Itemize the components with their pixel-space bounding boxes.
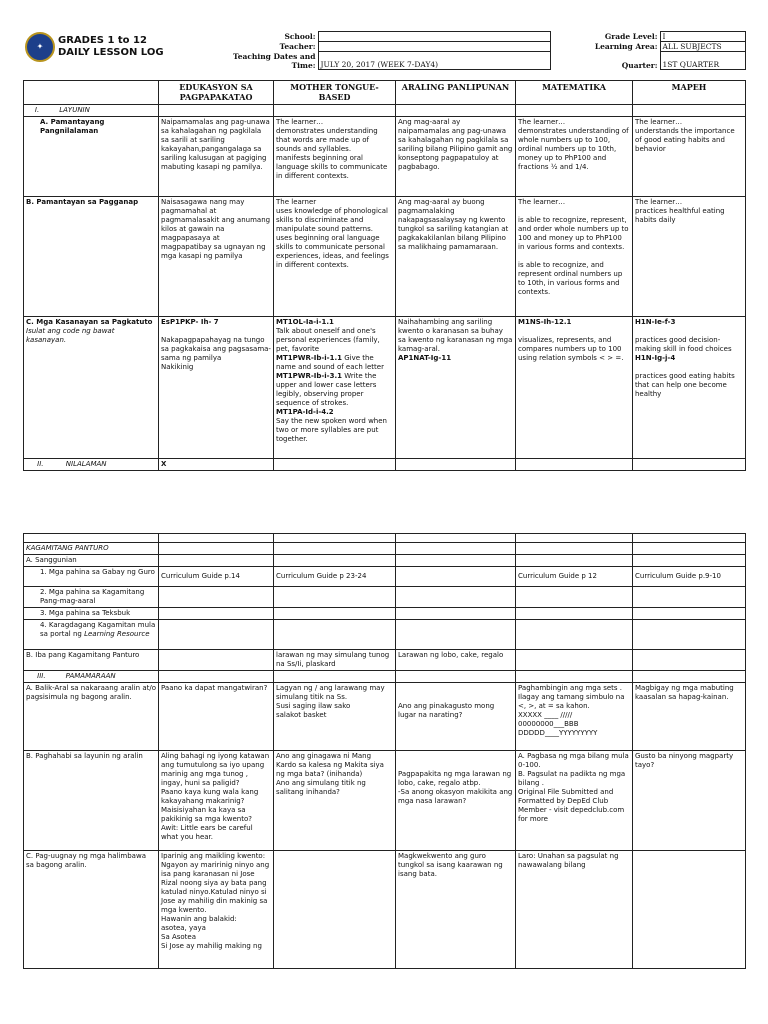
quarter-label: Quarter: <box>621 60 658 70</box>
section-layunin: I. LAYUNIN <box>24 105 159 117</box>
esp-skill: Nakapagpapahayag na tungo sa pagkakaisa ang pagsasama-sama ng pamilya Nakikinig <box>161 336 271 371</box>
mt-skill-4: Say the new spoken word when two or more syllables are put together. <box>276 417 387 443</box>
row-label-karagdagang-kagamitan: 4. Karagdagang Kagamitan mula sa portal ng Learning Resource <box>24 620 159 650</box>
grade-label: Grade Level: <box>604 31 658 41</box>
cell-pc-ap: Magkwekwento ang guro tungkol sa isang kaarawan ng isang bata. <box>396 851 516 969</box>
cell-a-esp: Naipamamalas ang pag-unawa sa kahalagahan ng pagkilala sa sarili at sariling kakayahan,pangangalaga sa sariling kalusugan at pagiging mabuting kasapi ng pamilya. <box>159 117 274 197</box>
math-code: M1NS-Ih-12.1 <box>518 318 572 326</box>
cell-pc-mt <box>274 851 396 969</box>
quarter-value: 1ST QUARTER <box>660 52 745 70</box>
row-label-kagamitang-pang-mag-aaral: 2. Mga pahina sa Kagamitang Pang-mag-aaral <box>24 587 159 608</box>
cell-a-math: The learner… demonstrates understanding of whole numbers up to 100, ordinal numbers up to 10th, money up to PhP100 and fractions ½ and 1/4. <box>516 117 633 197</box>
grade-value: I <box>660 32 745 42</box>
mapeh-code-1: H1N-Ie-f-3 <box>635 318 676 326</box>
math-skill: visualizes, represents, and compares numbers up to 100 using relation symbols < > =. <box>518 336 624 362</box>
col-header-mapeh: MAPEH <box>633 81 746 105</box>
cell-a1-esp: Curriculum Guide p.14 <box>159 567 274 587</box>
cell-b2-esp <box>159 650 274 671</box>
teacher-label: Teacher: <box>279 41 316 51</box>
ap-skill: Naihahambing ang sariling kwento o karanasan sa buhay sa kwento ng karanasan ng mga kamag-aral. <box>398 318 513 353</box>
ap-code: AP1NAT-Ig-11 <box>398 354 452 362</box>
header-logo-cell <box>23 32 213 70</box>
cell-b-esp: Naisasagawa nang may pagmamahal at pagmamalasakit ang anumang kilos at gawain na magpapasaya at magpapatibay sa ugnayan ng mga kasapi ng pamilya <box>159 197 274 317</box>
cell-pa-math: Paghambingin ang mga sets . Ilagay ang tamang simbulo na <, >, at = sa kahon. XXXXX ____ ///// 00000000___BBB DDDDD____YYYYYYYYY <box>516 683 633 751</box>
cell-pb-esp: Aling bahagi ng iyong katawan ang tumutulong sa iyo upang marinig ang mga tunog , ingay, huni sa paligid? Paano kaya kung wala kang kakayahang makarinig? Maisisiyahan ka kaya sa pakikinig sa mga kwento? Awit: Little ears be careful what you hear. <box>159 751 274 851</box>
cell-pa-ap: Ano ang pinakagusto mong lugar na narating? <box>396 683 516 751</box>
esp-code: EsP1PKP- Ih- 7 <box>161 318 219 326</box>
dates-value: JULY 20, 2017 (WEEK 7-DAY4) <box>318 52 550 70</box>
school-label: School: <box>284 31 316 41</box>
mt-skill-3: Write the upper and lower case letters legibly, observing proper sequence of strokes. <box>276 372 377 407</box>
cell-pb-mt: Ano ang ginagawa ni Mang Kardo sa kalesa ng Makita siya ng mga bata? (inihanda) Ano ang simulang titik ng salitang inihanda? <box>274 751 396 851</box>
cell-a-ap: Ang mag-aaral ay naipamamalas ang pag-unawa sa kahalagahan ng pagkilala sa sariling bilang Pilipino gamit ang konseptong pagpapatuloy at pagbabago. <box>396 117 516 197</box>
mt-code-1: MT1OL-Ia-i-1.1 <box>276 318 334 326</box>
cell-a1-ap <box>396 567 516 587</box>
deped-seal-icon: ✦ <box>25 32 55 62</box>
header-table <box>23 31 746 70</box>
row-label-sanggunian: A. Sanggunian <box>24 555 159 567</box>
nilalaman-esp: X <box>159 459 274 471</box>
col-header-mt: MOTHER TONGUE-BASED <box>274 81 396 105</box>
cell-b-ap: Ang mag-aaral ay buong pagmamalaking nakapagsasalaysay ng kwento tungkol sa sariling katangian at pagkakakilanlan bilang Pilipino sa malikhaing pamamaraan. <box>396 197 516 317</box>
area-value: ALL SUBJECTS <box>660 42 745 52</box>
cell-b-mapeh: The learner… practices healthful eating habits daily <box>633 197 746 317</box>
cell-b2-ap: Larawan ng lobo, cake, regalo <box>396 650 516 671</box>
section-pamamaraan: III. PAMAMARAAN <box>24 671 159 683</box>
cell-c-mt <box>274 317 396 459</box>
school-value <box>318 32 550 42</box>
mt-code-2: MT1PWR-Ib-i-1.1 <box>276 354 342 362</box>
section-kagamitan: KAGAMITANG PANTURO <box>24 543 159 555</box>
kasanayan-title: C. Mga Kasanayan sa Pagkatuto <box>26 318 153 326</box>
cell-pa-mt: Lagyan ng / ang larawang may simulang titik na Ss. Susi saging ilaw sako salakot basket <box>274 683 396 751</box>
row-label-balik-aral: A. Balik-Aral sa nakaraang aralin at/o pagsisimula ng bagong aralin. <box>24 683 159 751</box>
mt-code-4: MT1PA-Id-i-4.2 <box>276 408 334 416</box>
col-header-esp: EDUKASYON SA PAGPAPAKATAO <box>159 81 274 105</box>
cell-pa-esp: Paano ka dapat mangatwiran? <box>159 683 274 751</box>
cell-c-math <box>516 317 633 459</box>
cell-b2-math <box>516 650 633 671</box>
cell-pc-math: Laro: Unahan sa pagsulat ng nawawalang bilang <box>516 851 633 969</box>
row-label-pamantayan-sa-pagganap: B. Pamantayan sa Pagganap <box>24 197 159 317</box>
cell-a1-mt: Curriculum Guide p 23-24 <box>274 567 396 587</box>
row-label-pamantayang-pangnilalaman: A. Pamantayang Pangnilalaman <box>24 117 159 197</box>
row-label-teksbuk: 3. Mga pahina sa Teksbuk <box>24 608 159 620</box>
cell-c-ap <box>396 317 516 459</box>
cell-a1-math: Curriculum Guide p 12 <box>516 567 633 587</box>
col-header-math: MATEMATIKA <box>516 81 633 105</box>
row-label-paghahabi: B. Paghahabi sa layunin ng aralin <box>24 751 159 851</box>
cell-b2-mt: larawan ng may simulang tunog na Ss/Ii, plaskard <box>274 650 396 671</box>
title-line-2: DAILY LESSON LOG <box>58 46 164 58</box>
mt-skill-1: Talk about oneself and one's personal experiences (family, pet, favorite <box>276 327 380 353</box>
area-label: Learning Area: <box>594 41 658 51</box>
cell-c-mapeh <box>633 317 746 459</box>
title-line-1: GRADES 1 to 12 <box>58 34 147 46</box>
cell-pc-esp: Iparinig ang maikling kwento: Ngayon ay maririnig ninyo ang isa pang karanasan ni Jose Rizal noong siya ay bata pang katulad ninyo.Katulad ninyo si Jose ay mahilig din makinig sa mga kwento. Hawanin ang balakid: asotea, yaya Sa Asotea Si Jose ay mahilig making ng <box>159 851 274 969</box>
row-label-iba-pang-kagamitan: B. Iba pang Kagamitang Panturo <box>24 650 159 671</box>
cell-b-math: The learner… is able to recognize, represent, and order whole numbers up to 100 and money up to PhP100 in various forms and contexts. is able to recognize, and represent ordinal numbers up to 10th, in various forms and contexts. <box>516 197 633 317</box>
row-label-gabay-ng-guro: 1. Mga pahina sa Gabay ng Guro <box>24 567 159 587</box>
mapeh-skill-1: practices good decision-making skill in food choices <box>635 336 732 353</box>
mt-code-3: MT1PWR-Ib-i-3.1 <box>276 372 342 380</box>
cell-pb-mapeh: Gusto ba ninyong magparty tayo? <box>633 751 746 851</box>
mapeh-skill-2: practices good eating habits that can help one become healthy <box>635 372 735 398</box>
cell-b-mt: The learner uses knowledge of phonological skills to discriminate and manipulate sound patterns. uses beginning oral language skills to communicate personal experiences, ideas, and feelings in different contexts. <box>274 197 396 317</box>
cell-b2-mapeh <box>633 650 746 671</box>
corner-cell <box>24 81 159 105</box>
teacher-value <box>318 42 550 52</box>
time-label: Time: <box>291 60 316 70</box>
mt-skill-2: Give the name and sound of each letter <box>276 354 384 371</box>
cell-pc-mapeh <box>633 851 746 969</box>
section-nilalaman: II. NILALAMAN <box>24 459 159 471</box>
cell-a-mt: The learner… demonstrates understanding that words are made up of sounds and syllables. manifests beginning oral language skills to communicate in different contexts. <box>274 117 396 197</box>
dates-label: Teaching Dates and <box>232 51 316 61</box>
cell-a-mapeh: The learner… understands the importance of good eating habits and behavior <box>633 117 746 197</box>
cell-a1-mapeh: Curriculum Guide p.9-10 <box>633 567 746 587</box>
lesson-table-part-1 <box>23 80 746 471</box>
cell-pa-mapeh: Magbigay ng mga mabuting kaasalan sa hapag-kainan. <box>633 683 746 751</box>
row-label-pag-uugnay: C. Pag-uugnay ng mga halimbawa sa bagong aralin. <box>24 851 159 969</box>
mapeh-code-2: H1N-Ig-j-4 <box>635 354 676 362</box>
lesson-table-part-2 <box>23 533 746 969</box>
col-header-ap: ARALING PANLIPUNAN <box>396 81 516 105</box>
cell-pb-ap: Pagpapakita ng mga larawan ng lobo, cake, regalo atbp. -Sa anong okasyon makikita ang mga nasa larawan? <box>396 751 516 851</box>
row-label-kasanayan <box>24 317 159 459</box>
cell-c-esp <box>159 317 274 459</box>
cell-pb-math: A. Pagbasa ng mga bilang mula 0-100. B. Pagsulat na padikta ng mga bilang . Original File Submitted and Formatted by DepEd Club Member - visit depedclub.com for more <box>516 751 633 851</box>
kasanayan-subtitle: Isulat ang code ng bawat kasanayan. <box>26 327 115 344</box>
